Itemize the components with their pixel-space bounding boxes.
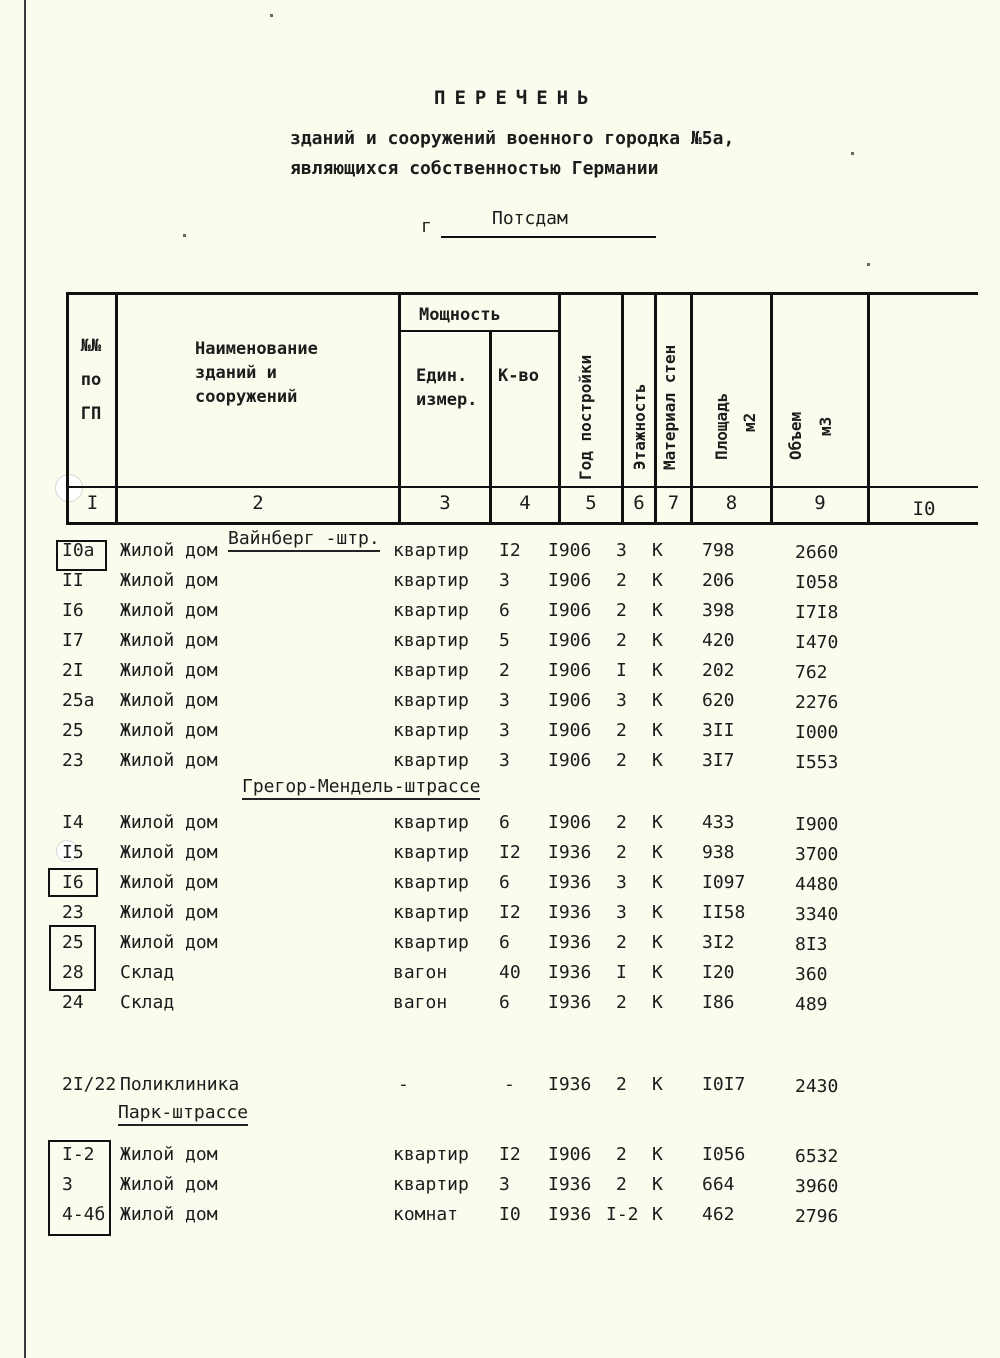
cell-qty: 2 xyxy=(499,660,510,681)
cell-floors: 3 xyxy=(616,902,627,923)
header-name-line: зданий и xyxy=(195,363,277,383)
cell-floors: 2 xyxy=(616,600,627,621)
cell-floors: I xyxy=(616,962,627,983)
cell-year: I906 xyxy=(548,540,592,561)
cell-unit: квартир xyxy=(393,630,469,651)
cell-qty: 40 xyxy=(499,962,521,983)
cell-area: I86 xyxy=(702,992,735,1013)
cell-year: I906 xyxy=(548,600,592,621)
cell-area: 202 xyxy=(702,660,735,681)
cell-vol: 3700 xyxy=(795,844,839,865)
cell-year: I936 xyxy=(548,992,592,1013)
header-qty: К-во xyxy=(498,366,539,386)
cell-floors: 2 xyxy=(616,1174,627,1195)
cell-vol: I553 xyxy=(795,752,839,773)
cell-area: 3II xyxy=(702,720,735,741)
cell-floors: 2 xyxy=(616,932,627,953)
cell-mat: К xyxy=(652,812,663,833)
cell-num: I6 xyxy=(62,600,84,621)
cell-qty: - xyxy=(504,1074,515,1095)
cell-num: 24 xyxy=(62,992,84,1013)
cell-num: I4 xyxy=(62,812,84,833)
cell-vol: 2796 xyxy=(795,1206,839,1227)
cell-unit: квартир xyxy=(393,690,469,711)
header-unit-line: Един. xyxy=(416,366,468,386)
cell-area: I20 xyxy=(702,962,735,983)
cell-qty: 3 xyxy=(499,750,510,771)
cell-name: Жилой дом xyxy=(120,1144,218,1165)
cell-year: I936 xyxy=(548,872,592,893)
column-number: I xyxy=(86,492,99,514)
cell-unit: квартир xyxy=(393,1174,469,1195)
col-border xyxy=(115,292,118,525)
cell-unit: комнат xyxy=(393,1204,459,1225)
cell-qty: 6 xyxy=(499,992,510,1013)
cell-area: 664 xyxy=(702,1174,735,1195)
cell-qty: 6 xyxy=(499,600,510,621)
cell-name: Жилой дом xyxy=(120,1174,218,1195)
cell-unit: вагон xyxy=(393,962,448,983)
cell-year: I936 xyxy=(548,842,592,863)
header-floors: Этажность xyxy=(630,383,649,470)
street-heading: Парк-штрассе xyxy=(118,1102,248,1126)
cell-floors: 3 xyxy=(616,540,627,561)
cell-mat: К xyxy=(652,600,663,621)
cell-mat: К xyxy=(652,660,663,681)
col-border xyxy=(558,292,561,525)
cell-name: Жилой дом xyxy=(120,660,218,681)
handwritten-box-mark xyxy=(49,925,96,991)
cell-mat: К xyxy=(652,1074,663,1095)
cell-num: I7 xyxy=(62,630,84,651)
column-number: 4 xyxy=(519,492,531,514)
cell-year: I906 xyxy=(548,1144,592,1165)
cell-mat: К xyxy=(652,1144,663,1165)
cell-qty: 6 xyxy=(499,932,510,953)
cell-num: 25а xyxy=(62,690,95,711)
cell-area: 433 xyxy=(702,812,735,833)
cell-num: I5 xyxy=(62,842,84,863)
handwritten-box-mark xyxy=(48,1140,111,1236)
cell-year: I906 xyxy=(548,690,592,711)
cell-area: 462 xyxy=(702,1204,735,1225)
cell-vol: 2660 xyxy=(795,542,839,563)
cell-name: Жилой дом xyxy=(120,720,218,741)
cell-num: 28 xyxy=(62,962,84,983)
header-num-line: ГП xyxy=(80,404,102,424)
handwritten-box-mark xyxy=(48,868,98,897)
header-volume-unit: м3 xyxy=(816,416,835,436)
cell-unit: квартир xyxy=(393,932,469,953)
cell-area: 398 xyxy=(702,600,735,621)
cell-mat: К xyxy=(652,902,663,923)
cell-mat: К xyxy=(652,1204,663,1225)
cell-vol: I470 xyxy=(795,632,839,653)
cell-name: Жилой дом xyxy=(120,750,218,771)
cell-year: I936 xyxy=(548,1204,592,1225)
column-number: 7 xyxy=(667,492,680,514)
cell-vol: 4480 xyxy=(795,874,839,895)
cell-year: I906 xyxy=(548,660,592,681)
cell-name: Жилой дом xyxy=(120,690,218,711)
cell-floors: 2 xyxy=(616,842,627,863)
header-bottom-rule xyxy=(66,522,978,525)
cell-name: Склад xyxy=(120,992,175,1013)
cell-floors: 2 xyxy=(616,1074,627,1095)
cell-qty: 6 xyxy=(499,872,510,893)
cell-area: I056 xyxy=(702,1144,746,1165)
column-number: 5 xyxy=(585,492,597,514)
cell-num: 23 xyxy=(62,902,84,923)
col-border xyxy=(690,292,693,525)
cell-unit: квартир xyxy=(393,750,469,771)
cell-num: 25 xyxy=(62,932,84,953)
cell-area: 938 xyxy=(702,842,735,863)
cell-unit: квартир xyxy=(393,1144,469,1165)
cell-year: I906 xyxy=(548,720,592,741)
cell-floors: 2 xyxy=(616,630,627,651)
city-underline xyxy=(441,236,656,238)
cell-vol: 8I3 xyxy=(795,934,828,955)
column-number: 9 xyxy=(814,492,826,514)
city-name: Потсдам xyxy=(492,208,568,229)
speck xyxy=(867,263,870,266)
cell-name: Жилой дом xyxy=(120,902,218,923)
column-number: 8 xyxy=(725,492,738,514)
cell-qty: I2 xyxy=(499,1144,521,1165)
cell-num: 2I xyxy=(62,660,84,681)
header-mid-rule xyxy=(66,486,978,488)
cell-name: Жилой дом xyxy=(120,570,218,591)
cell-vol: 489 xyxy=(795,994,828,1015)
header-year: Год постройки xyxy=(576,354,595,480)
cell-year: I906 xyxy=(548,570,592,591)
cell-floors: 3 xyxy=(616,872,627,893)
cell-qty: I2 xyxy=(499,842,521,863)
cell-mat: К xyxy=(652,992,663,1013)
col-border xyxy=(770,292,773,525)
header-name-line: сооружений xyxy=(195,387,298,407)
cell-floors: 3 xyxy=(616,690,627,711)
street-heading: Грегор-Мендель-штрассе xyxy=(242,776,480,800)
cell-name: Поликлиника xyxy=(120,1074,240,1095)
cell-floors: 2 xyxy=(616,570,627,591)
col-border xyxy=(398,292,401,525)
cell-floors: 2 xyxy=(616,720,627,741)
cell-unit: квартир xyxy=(393,902,469,923)
cell-name: Склад xyxy=(120,962,175,983)
cell-vol: 2276 xyxy=(795,692,839,713)
cell-qty: 3 xyxy=(499,570,510,591)
cell-unit: квартир xyxy=(393,842,469,863)
cell-area: 620 xyxy=(702,690,735,711)
cell-mat: К xyxy=(652,872,663,893)
header-top-rule xyxy=(66,292,978,295)
cell-vol: 3960 xyxy=(795,1176,839,1197)
header-volume: Объем xyxy=(786,411,805,460)
speck xyxy=(270,14,273,17)
header-name-line: Наименование xyxy=(195,339,318,359)
cell-floors: I-2 xyxy=(606,1204,639,1225)
cell-area: 420 xyxy=(702,630,735,651)
cell-num: 23 xyxy=(62,750,84,771)
cell-unit: квартир xyxy=(393,540,469,561)
header-num xyxy=(72,334,110,426)
cell-name: Жилой дом xyxy=(120,872,218,893)
cell-year: I936 xyxy=(548,932,592,953)
cell-name: Жилой дом xyxy=(120,842,218,863)
cell-area: 3I7 xyxy=(702,750,735,771)
cell-qty: 3 xyxy=(499,690,510,711)
cell-qty: 5 xyxy=(499,630,510,651)
cell-mat: К xyxy=(652,962,663,983)
cell-unit: квартир xyxy=(393,660,469,681)
cell-qty: I2 xyxy=(499,540,521,561)
cell-name: Жилой дом xyxy=(120,812,218,833)
cell-num: I-2 xyxy=(62,1144,95,1165)
cell-vol: 2430 xyxy=(795,1076,839,1097)
cell-num: 3 xyxy=(62,1174,73,1195)
cell-floors: I xyxy=(616,660,627,681)
cell-unit: квартир xyxy=(393,812,469,833)
capacity-rule xyxy=(401,330,559,332)
col-border xyxy=(654,292,657,525)
header-unit xyxy=(416,364,477,412)
cell-num: I0а xyxy=(62,540,95,561)
cell-floors: 2 xyxy=(616,750,627,771)
handwritten-box-mark xyxy=(56,540,107,571)
cell-name: Жилой дом xyxy=(120,600,218,621)
cell-mat: К xyxy=(652,570,663,591)
cell-num: 2I/22 xyxy=(62,1074,117,1095)
column-number: 3 xyxy=(439,492,451,514)
cell-unit: квартир xyxy=(393,570,469,591)
cell-vol: I000 xyxy=(795,722,839,743)
header-area: Площадь xyxy=(712,392,731,460)
cell-vol: I900 xyxy=(795,814,839,835)
header-num-line: по xyxy=(80,370,102,390)
cell-vol: I7I8 xyxy=(795,602,839,623)
cell-floors: 2 xyxy=(616,812,627,833)
cell-year: I936 xyxy=(548,1074,592,1095)
cell-mat: К xyxy=(652,690,663,711)
cell-name: Жилой дом xyxy=(120,630,218,651)
cell-area: II58 xyxy=(702,902,746,923)
cell-floors: 2 xyxy=(616,992,627,1013)
cell-num: 25 xyxy=(62,720,84,741)
cell-area: 798 xyxy=(702,540,735,561)
cell-num: 4-4б xyxy=(62,1204,106,1225)
document-subtitle-line2: являющихся собственностью Германии xyxy=(290,158,659,179)
cell-area: 206 xyxy=(702,570,735,591)
cell-mat: К xyxy=(652,1174,663,1195)
cell-unit: квартир xyxy=(393,872,469,893)
cell-mat: К xyxy=(652,540,663,561)
header-material: Материал стен xyxy=(660,344,679,470)
document-title: ПЕРЕЧЕНЬ xyxy=(434,87,598,109)
cell-name: Жилой дом xyxy=(120,932,218,953)
cell-unit: - xyxy=(398,1074,409,1095)
cell-year: I906 xyxy=(548,812,592,833)
column-number: 2 xyxy=(252,492,264,514)
column-number: I0 xyxy=(912,498,936,520)
header-unit-line: измер. xyxy=(416,390,478,410)
col-border xyxy=(621,292,624,525)
col-border xyxy=(867,292,870,525)
cell-num: II xyxy=(62,570,84,591)
header-area-unit: м2 xyxy=(740,412,759,432)
cell-qty: 3 xyxy=(499,1174,510,1195)
cell-num: I6 xyxy=(62,872,84,893)
header-capacity: Мощность xyxy=(419,305,501,325)
document-subtitle-line1: зданий и сооружений военного городка №5а, xyxy=(290,128,735,149)
cell-vol: 360 xyxy=(795,964,828,985)
cell-qty: I0 xyxy=(499,1204,521,1225)
header-name xyxy=(195,337,318,409)
cell-vol: 3340 xyxy=(795,904,839,925)
speck xyxy=(183,234,186,237)
left-margin-line xyxy=(24,0,26,1358)
cell-unit: квартир xyxy=(393,720,469,741)
cell-mat: К xyxy=(652,720,663,741)
cell-year: I936 xyxy=(548,902,592,923)
cell-vol: 762 xyxy=(795,662,828,683)
cell-floors: 2 xyxy=(616,1144,627,1165)
cell-year: I936 xyxy=(548,1174,592,1195)
cell-year: I936 xyxy=(548,962,592,983)
col-border xyxy=(66,292,69,525)
cell-qty: 6 xyxy=(499,812,510,833)
cell-vol: 6532 xyxy=(795,1146,839,1167)
cell-area: 3I2 xyxy=(702,932,735,953)
cell-year: I906 xyxy=(548,630,592,651)
cell-mat: К xyxy=(652,630,663,651)
cell-mat: К xyxy=(652,842,663,863)
street-heading: Вайнберг -штр. xyxy=(228,528,380,552)
header-num-line: №№ xyxy=(80,336,102,356)
cell-year: I906 xyxy=(548,750,592,771)
cell-area: I0I7 xyxy=(702,1074,746,1095)
cell-mat: К xyxy=(652,750,663,771)
column-number: 6 xyxy=(633,492,645,514)
cell-unit: квартир xyxy=(393,600,469,621)
cell-vol: I058 xyxy=(795,572,839,593)
cell-name: Жилой дом xyxy=(120,1204,218,1225)
cell-mat: К xyxy=(652,932,663,953)
speck xyxy=(851,152,854,155)
cell-name: Жилой дом xyxy=(120,540,218,561)
city-prefix: г xyxy=(421,216,432,237)
cell-unit: вагон xyxy=(393,992,448,1013)
cell-area: I097 xyxy=(702,872,746,893)
cell-qty: I2 xyxy=(499,902,521,923)
cell-qty: 3 xyxy=(499,720,510,741)
